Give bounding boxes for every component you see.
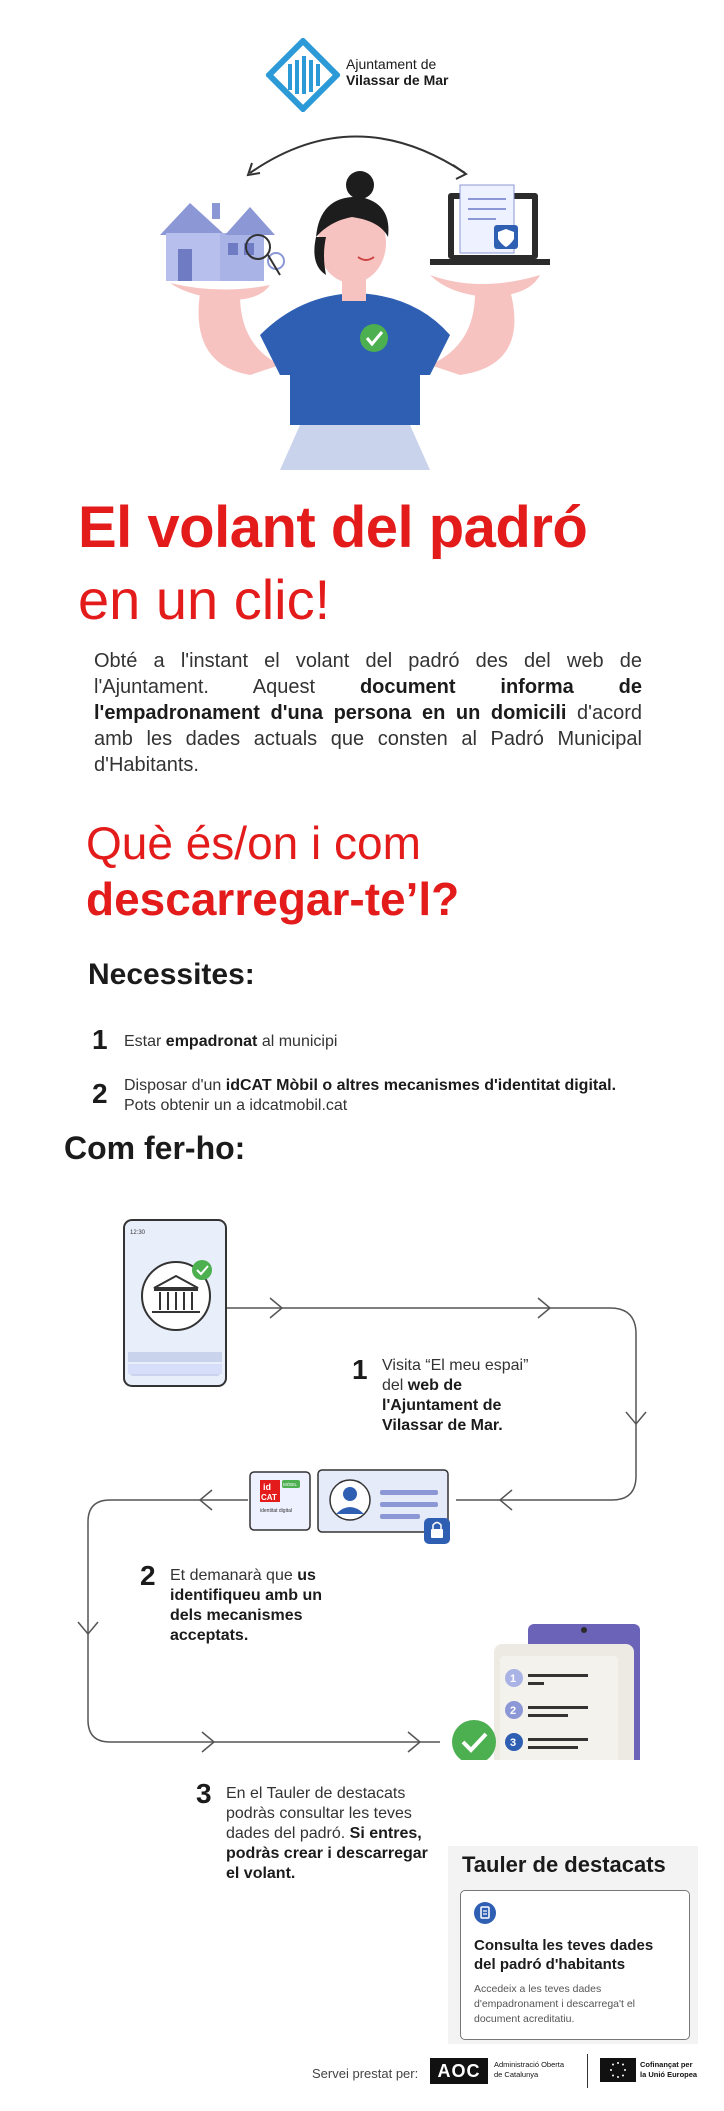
requirement-2-pre: Disposar d'un: [124, 1077, 226, 1094]
requirement-number-2: 2: [92, 1078, 108, 1109]
how-heading: Com fer-ho:: [64, 1130, 246, 1166]
svg-text:id: id: [263, 1482, 271, 1492]
requirement-1-bold: empadronat: [165, 1033, 258, 1050]
phone-time: 12:30: [130, 1230, 146, 1236]
step-1-pre: Visita “El meu espai” del: [382, 1357, 529, 1394]
step-3-bold: Si entres, podràs crear i descarregar el volant.: [226, 1825, 428, 1882]
logo-emblem: [266, 38, 340, 112]
tauler-card-description: Accedeix a les teves dades d'empadronament i descarrega't el document acreditatiu.: [474, 1983, 636, 2025]
step-1-text: [382, 1356, 552, 1436]
intro-paragraph: [94, 648, 642, 778]
requirement-2: [124, 1076, 684, 1116]
aoc-text-line1: Administració Oberta: [494, 2060, 565, 2069]
eu-text-line2: la Unió Europea: [640, 2070, 698, 2079]
lock-icon: [424, 1518, 450, 1544]
step-number-2: 2: [140, 1560, 156, 1591]
eu-text-line1: Cofinançat per: [640, 2060, 693, 2069]
aoc-text-line2: de Catalunya: [494, 2070, 539, 2079]
step-2-bold: us identifiqueu amb un dels mecanismes acceptats.: [170, 1567, 322, 1644]
main-subtitle: en un clic!: [78, 568, 331, 631]
step-3-text: [226, 1784, 438, 1884]
svg-text:identitat digital: identitat digital: [260, 1508, 292, 1514]
requirement-1-pre: Estar: [124, 1033, 166, 1050]
aoc-logo: AOC: [430, 2058, 488, 2084]
hero-illustration: [130, 125, 580, 470]
question-line1: Què és/on i com: [86, 817, 421, 869]
svg-text:1: 1: [510, 1673, 517, 1685]
requirement-2-bold: idCAT Mòbil o altres mecanismes d'identitat digital.: [225, 1077, 617, 1094]
svg-text:3: 3: [510, 1737, 517, 1749]
intro-text-1: Obté a l'instant el volant del padró des del web de l'Ajuntament. Aquest: [94, 650, 642, 698]
requirement-number-1: 1: [92, 1024, 108, 1055]
town-hall-icon: [142, 1260, 212, 1330]
needs-heading: Necessites:: [88, 958, 255, 991]
step-1-bold: web de l'Ajuntament de Vilassar de Mar.: [382, 1377, 503, 1434]
house-icon: [160, 203, 275, 281]
idcat-icon: [250, 1472, 310, 1530]
requirement-2-line2: Pots obtenir un a idcatmobil.cat: [124, 1097, 348, 1114]
intro-text-2: d'acord amb les dades actuals que consten al Padró Municipal d'Habitants.: [94, 702, 642, 776]
requirement-1-post: al municipi: [257, 1033, 338, 1050]
requirement-1: [124, 1032, 684, 1052]
step-3-pre: En el Tauler de destacats podràs consultar les teves dades del padró.: [226, 1785, 412, 1842]
question-line2: descarregar-te’l?: [86, 873, 460, 925]
laptop-icon: [430, 185, 550, 265]
step-number-1: 1: [352, 1354, 368, 1385]
document-badge-icon: [474, 1902, 496, 1924]
flow-diagram: [0, 1200, 724, 1760]
aoc-text: [494, 2060, 564, 2080]
eu-flag-icon: [600, 2058, 636, 2082]
intro-text-bold: document informa de l'empadronament d'una persona en un domicili: [94, 676, 642, 724]
tauler-title: Tauler de destacats: [462, 1852, 666, 1877]
svg-text:MÒBIL: MÒBIL: [283, 1482, 298, 1487]
eu-text: [640, 2060, 697, 2080]
step-2-pre: Et demanarà que: [170, 1567, 298, 1584]
logo-text: [346, 56, 448, 88]
svg-text:2: 2: [510, 1705, 517, 1717]
logo-line2: Vilassar de Mar: [346, 72, 449, 88]
footer-divider: [587, 2054, 588, 2088]
svg-text:CAT: CAT: [261, 1493, 277, 1502]
step-2-text: [170, 1566, 350, 1646]
main-title: El volant del padró: [78, 495, 588, 560]
logo-line1: Ajuntament de: [346, 56, 437, 72]
footer-label: Servei prestat per:: [312, 2066, 419, 2081]
tauler-card-title[interactable]: Consulta les teves dades del padró d'habitants: [474, 1937, 654, 1973]
step-number-3: 3: [196, 1778, 212, 1809]
